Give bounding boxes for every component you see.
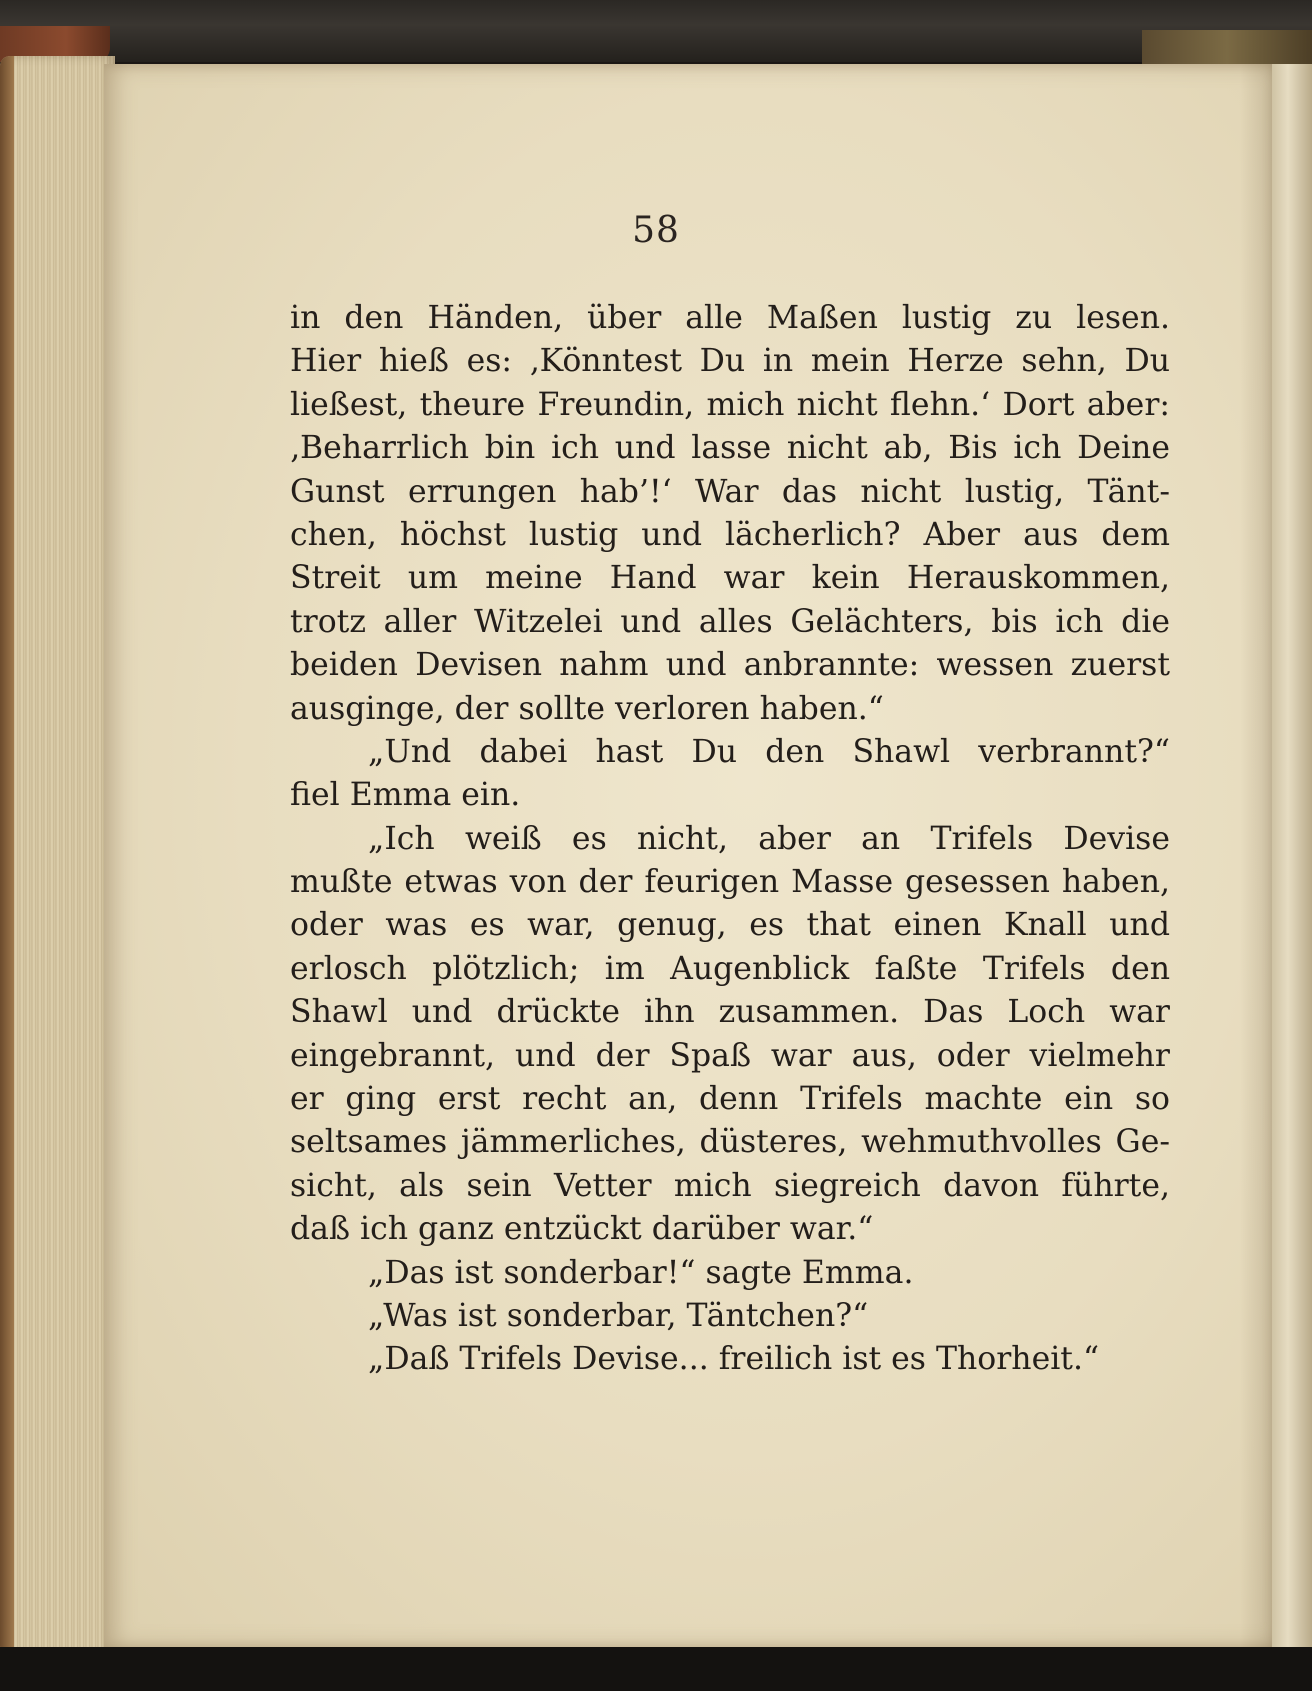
text-line: „Ich weiß es nicht, aber an Trifels Devise <box>368 820 1170 857</box>
page-number: 58 <box>632 210 680 251</box>
text-line: sicht, als sein Vetter mich siegreich davon führte, <box>290 1167 1170 1204</box>
text-line: Gunst errungen hab’!‘ War das nicht lustig, Tänt- <box>290 473 1170 510</box>
text-line: „Was ist sonderbar, Täntchen?“ <box>368 1297 869 1334</box>
text-line: ließest, theure Freundin, mich nicht flehn.‘ Dort aber: <box>290 386 1170 423</box>
text-line: Shawl und drückte ihn zusammen. Das Loch war <box>290 994 1170 1031</box>
text-line: fiel Emma ein. <box>290 777 521 814</box>
text-line: oder was es war, genug, es that einen Knall und <box>290 907 1170 944</box>
text-line: daß ich ganz entzückt darüber war.“ <box>290 1211 874 1248</box>
body-text <box>290 297 1170 1382</box>
text-line: er ging erst recht an, denn Trifels machte ein so <box>290 1081 1170 1118</box>
text-line: ‚Beharrlich bin ich und lasse nicht ab, Bis ich Deine <box>290 430 1170 467</box>
text-line: trotz aller Witzelei und alles Gelächters, bis ich die <box>290 603 1170 640</box>
book-binding-top <box>0 0 1312 62</box>
text-line: Hier hieß es: ‚Könntest Du in mein Herze sehn, Du <box>290 343 1170 380</box>
leather-cover-edge <box>1142 30 1312 66</box>
text-line: „Daß Trifels Devise... freilich ist es Thorheit.“ <box>368 1341 1100 1378</box>
text-line: seltsames jämmerliches, düsteres, wehmuthvolles Ge- <box>290 1124 1170 1161</box>
text-line: ausginge, der sollte verloren haben.“ <box>290 690 884 727</box>
page-right-edge <box>1272 64 1312 1648</box>
book-binding-bottom <box>0 1647 1312 1691</box>
text-line: eingebrannt, und der Spaß war aus, oder vielmehr <box>290 1037 1170 1074</box>
page-stack-edges <box>0 56 115 1656</box>
text-line: beiden Devisen nahm und anbrannte: wessen zuerst <box>290 647 1170 684</box>
text-line: Streit um meine Hand war kein Herauskommen, <box>290 560 1170 597</box>
text-line: erlosch plötzlich; im Augenblick faßte Trifels den <box>290 950 1170 987</box>
text-line: in den Händen, über alle Maßen lustig zu lesen. <box>290 300 1170 336</box>
text-line: mußte etwas von der feurigen Masse gesessen haben, <box>290 864 1170 901</box>
text-line: „Das ist sonderbar!“ sagte Emma. <box>368 1254 914 1291</box>
text-line: „Und dabei hast Du den Shawl verbrannt?“ <box>368 733 1170 770</box>
text-line: chen, höchst lustig und lächerlich? Aber aus dem <box>290 516 1170 553</box>
